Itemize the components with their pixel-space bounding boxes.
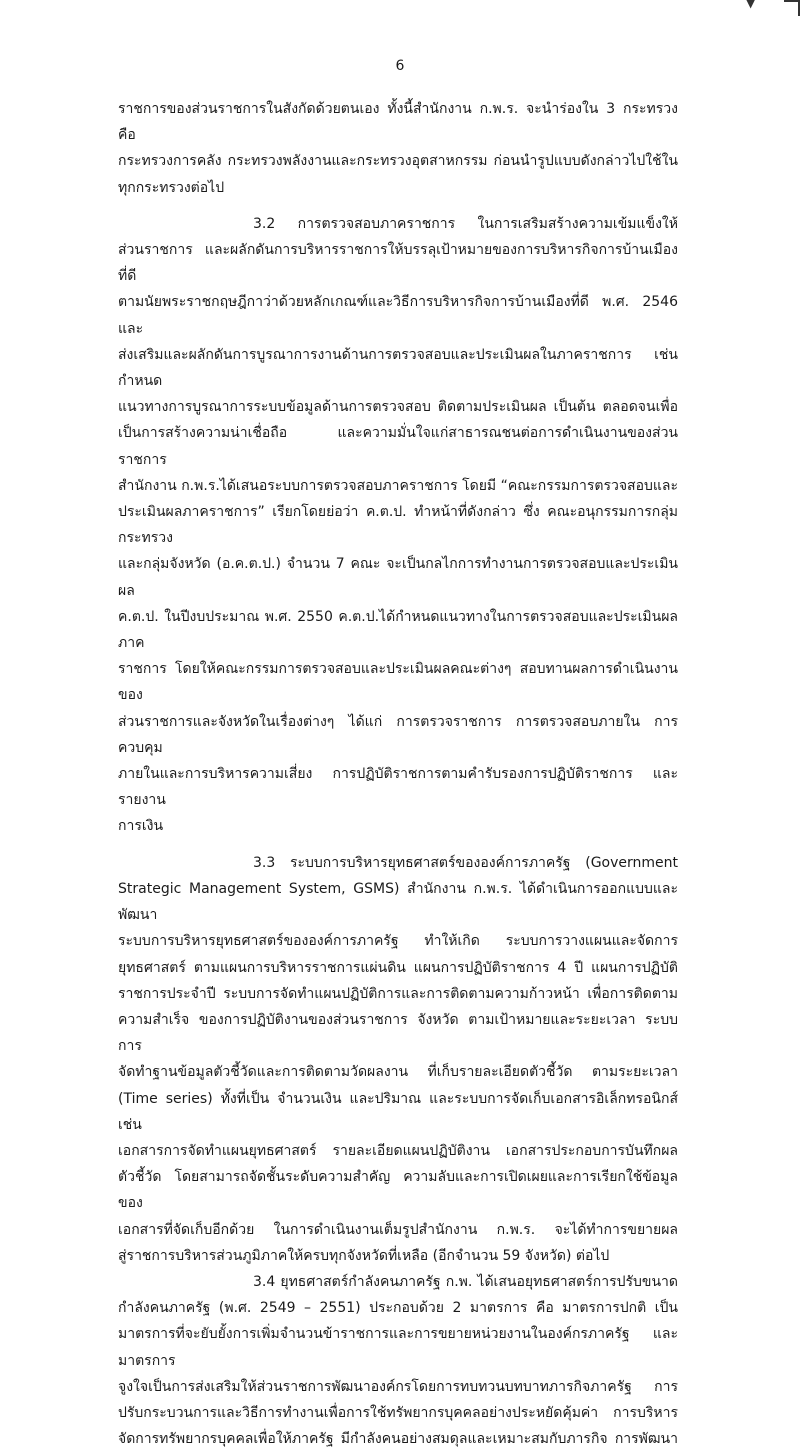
paragraph-intro (118, 96, 678, 201)
text-line: ส่วนราชการและจังหวัดในเรื่องต่างๆ ได้แก่ การตรวจราชการ การตรวจสอบภายใน การควบคุม (118, 713, 678, 756)
text-line: ค.ต.ป. ในปีงบประมาณ พ.ศ. 2550 ค.ต.ป.ได้กำหนดแนวทางในการตรวจสอบและประเมินผลภาค (118, 608, 678, 652)
section-heading-3-3: 3.3 ระบบการบริหารยุทธศาสตร์ขององค์การภาครัฐ (Government (253, 854, 678, 871)
text-line: ทุกกระทรวงต่อไป (118, 179, 225, 196)
text-line: การเงิน (118, 818, 164, 835)
corner-arrow-icon: ▼ (746, 0, 756, 10)
document-body (118, 96, 678, 1452)
text-line: ความสำเร็จ ของการปฏิบัติงานของส่วนราชการ จังหวัด ตามเป้าหมายและระยะเวลา ระบบการ (118, 1011, 678, 1055)
text-line: จัดการทรัพยากรบุคคลเพื่อให้ภาครัฐ มีกำลังคนอย่างสมดุลและเหมาะสมกับภารกิจ การพัฒนา (118, 1431, 678, 1448)
text-line: จัดทำฐานข้อมูลตัวชี้วัดและการติดตามวัดผลงาน ที่เก็บรายละเอียดตัวชี้วัด ตามระยะเวลา (118, 1064, 678, 1081)
section-heading-3-4: 3.4 ยุทธศาสตร์กำลังคนภาครัฐ ก.พ. ได้เสนอยุทธศาสตร์การปรับขนาด (253, 1273, 678, 1290)
text-line: สู่ราชการบริหารส่วนภูมิภาคให้ครบทุกจังหวัดที่เหลือ (อีกจำนวน 59 จังหวัด) ต่อไป (118, 1247, 610, 1264)
text-line: ยุทธศาสตร์ ตามแผนการบริหารราชการแผ่นดิน แผนการปฏิบัติราชการ 4 ปี แผนการปฏิบัติ (118, 959, 678, 976)
text-line: สำนักงาน ก.พ.ร.ได้เสนอระบบการตรวจสอบภาคราชการ โดยมี “คณะกรรมการตรวจสอบและ (118, 477, 678, 494)
paragraph-3-4 (118, 1269, 678, 1452)
text-line: ราชการของส่วนราชการในสังกัดด้วยตนเอง ทั้งนี้สำนักงาน ก.พ.ร. จะนำร่องใน 3 กระทรวง คือ (118, 101, 678, 144)
text-line: ระบบการบริหารยุทธศาสตร์ขององค์การภาครัฐ ทำให้เกิด ระบบการวางแผนและจัดการ (118, 933, 678, 950)
text-line: Strategic Management System, GSMS) สำนักงาน ก.พ.ร. ได้ดำเนินการออกแบบและพัฒนา (118, 880, 678, 924)
text-line: ประเมินผลภาคราชการ” เรียกโดยย่อว่า ค.ต.ป. ทำหน้าที่ดังกล่าว ซึ่ง คณะอนุกรรมการกลุ่มกระทรวง (118, 504, 678, 547)
text-line: ปรับกระบวนการและวิธีการทำงานเพื่อการใช้ทรัพยากรบุคคลอย่างประหยัดคุ้มค่า การบริหาร (118, 1404, 678, 1421)
page-corner-mark (784, 0, 800, 16)
text-line: ส่วนราชการ และผลักดันการบริหารราชการให้บรรลุเป้าหมายของการบริหารกิจการบ้านเมืองที่ดี (118, 242, 678, 285)
paragraph-3-3 (118, 850, 678, 1269)
text-line: เอกสารการจัดทำแผนยุทธศาสตร์ รายละเอียดแผนปฏิบัติงาน เอกสารประกอบการบันทึกผล (118, 1142, 678, 1159)
paragraph-3-2 (118, 211, 678, 840)
text-line: กำลังคนภาครัฐ (พ.ศ. 2549 – 2551) ประกอบด้วย 2 มาตรการ คือ มาตรการปกติ เป็น (118, 1300, 678, 1317)
text-line: มาตรการที่จะยับยั้งการเพิ่มจำนวนข้าราชการและการขยายหน่วยงานในองค์กรภาครัฐ และมาตรการ (118, 1326, 678, 1369)
text-line: ราชการ โดยให้คณะกรรมการตรวจสอบและประเมินผลคณะต่างๆ สอบทานผลการดำเนินงานของ (118, 661, 678, 704)
text-line: ภายในและการบริหารความเสี่ยง การปฏิบัติราชการตามคำรับรองการปฏิบัติราชการ และรายงาน (118, 766, 678, 809)
text-line: ตามนัยพระราชกฤษฎีกาว่าด้วยหลักเกณฑ์และวิธีการบริหารกิจการบ้านเมืองที่ดี พ.ศ. 2546 และ (118, 294, 678, 337)
text-line: เอกสารที่จัดเก็บอีกด้วย ในการดำเนินงานเต็มรูปสำนักงาน ก.พ.ร. จะได้ทำการขยายผล (118, 1221, 678, 1238)
text-line: ราชการประจำปี ระบบการจัดทำแผนปฏิบัติการและการติดตามความก้าวหน้า เพื่อการติดตาม (118, 985, 678, 1002)
text-line: และกลุ่มจังหวัด (อ.ค.ต.ป.) จำนวน 7 คณะ จะเป็นกลไกการทำงานการตรวจสอบและประเมินผล (118, 556, 678, 599)
text-line: ตัวชี้วัด โดยสามารถจัดชั้นระดับความสำคัญ ความลับและการเปิดเผยและการเรียกใช้ข้อมูลของ (118, 1169, 678, 1212)
section-heading-3-2: 3.2 การตรวจสอบภาคราชการ ในการเสริมสร้างความเข้มแข็งให้ (253, 215, 678, 232)
text-line: จูงใจเป็นการส่งเสริมให้ส่วนราชการพัฒนาองค์กรโดยการทบทวนบทบาทภารกิจภาครัฐ การ (118, 1378, 678, 1395)
text-line: (Time series) ทั้งที่เป็น จำนวนเงิน และปริมาณ และระบบการจัดเก็บเอกสารอิเล็กทรอนิกส์ เช่น (118, 1090, 678, 1133)
text-line: แนวทางการบูรณาการระบบข้อมูลด้านการตรวจสอบ ติดตามประเมินผล เป็นต้น ตลอดจนเพื่อ (118, 399, 678, 416)
text-line: ส่งเสริมและผลักดันการบูรณาการงานด้านการตรวจสอบและประเมินผลในภาคราชการ เช่น กำหนด (118, 346, 678, 390)
page-number: 6 (395, 58, 405, 74)
text-line: กระทรวงการคลัง กระทรวงพลังงานและกระทรวงอุตสาหกรรม ก่อนนำรูปแบบดังกล่าวไปใช้ใน (118, 153, 678, 170)
text-line: เป็นการสร้างความน่าเชื่อถือ และความมั่นใจแก่สาธารณชนต่อการดำเนินงานของส่วนราชการ (118, 425, 678, 468)
